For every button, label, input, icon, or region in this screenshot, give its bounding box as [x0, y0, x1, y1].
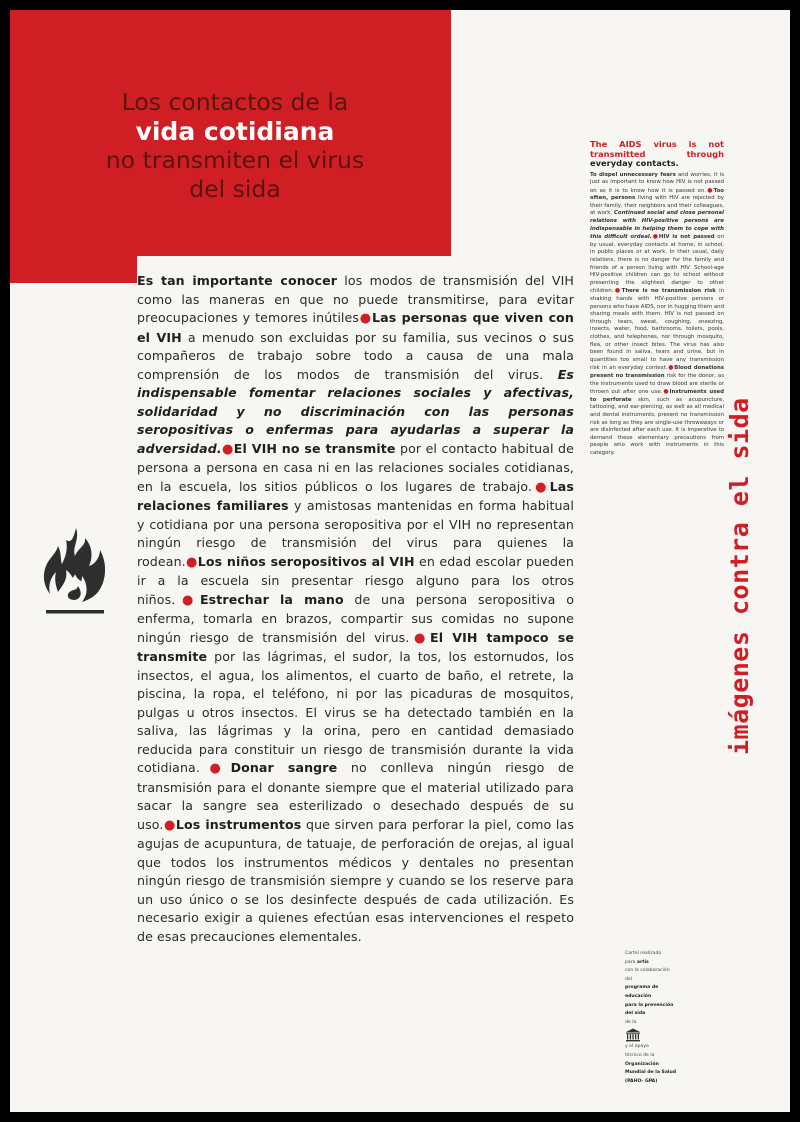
text-run: en edad escolar pueden ir a la escuela sin presentar riesgo alguno para los otros niños.	[137, 553, 574, 607]
bullet-dot: ●	[667, 364, 675, 372]
text-run: y amistosas mantenidas en forma habitual y cotidiana por una persona seropositiva por el VIH no representan ningún riesgo de transmisión del virus para quienes la rodean.	[137, 498, 574, 569]
text-run: no conlleva ningún riesgo de transmisión para el donante siempre que el material utilizado para sacar la sangre sea esterilizado o desechado después de su uso.	[137, 760, 574, 832]
text-run: in shaking hands with HIV-positive persons or persons who have AIDS, nor in hugging them and sharing meals with them. HIV is not passed on through tears, sweat, coughing, sneezing, insects, water, food, bathrooms, toilets, pools, clothes, and telephones, nor through mosquito, flea, or other insect bites. The virus has also been found in saliva, tears and urine, but in quantities too small to have any transmission risk in an everyday context.	[590, 288, 725, 372]
text-run: and worries, it is just as important to know how HIV is not passed on as it is to know how it is passed on.	[590, 171, 725, 194]
side-heading-red: The AIDS virus is not transmitted through	[590, 139, 724, 159]
bold-phrase: Los instrumentos	[175, 816, 302, 832]
credits-line: educación	[625, 993, 652, 999]
bullet-dot: ●	[221, 441, 234, 457]
bullet-dot: ●	[409, 630, 431, 646]
headline-line-4: del sida	[189, 175, 281, 203]
bullet-dot: ●	[199, 761, 231, 776]
text-run: por las lágrimas, el sudor, la tos, los estornudos, los insectos, el agua, los alimentos, el cuarto de baño, el retrete, la piscina, la ropa, el teléfono, ni por las picaduras de mosquitos, pulgas u otros insectos. El virus se ha detectado también en la saliva, las lágrimas y la orina, pero en cantidad demasiado reducida para constituir un riesgo de transmisión durante la vida cotidiana.	[137, 649, 574, 775]
unesco-temple-icon	[625, 1028, 641, 1042]
credits-artis: artis	[636, 959, 649, 965]
text-run: por el contacto habitual de persona a persona en casa ni en las relaciones sociales cotidianas, en la escuela, los sitios públicos o los lugares de trabajo.	[137, 440, 575, 494]
bullet-dot: ●	[175, 592, 200, 608]
text-run: a menudo son excluidas por su familia, sus vecinos o sus compañeros de trabajo sobre todo a causa de una mala comprensión de los modos de transmisión del virus.	[137, 329, 574, 382]
vertical-title: imágenes contra el sida	[725, 397, 754, 755]
bold-phrase: Donar sangre	[230, 760, 338, 775]
text-run: risk for the donor, as the instruments used to draw blood are sterile or thrown out after one use.	[590, 372, 725, 396]
text-run: skin, such as acupuncture, tattooing, and ear-piercing, as well as all medical and dental instruments, present no transmission risk as long as they are single-use throwaways or are disinfected after each use. It is imperative to demand these elementary precautions from people who work with instruments in this category.	[590, 396, 724, 456]
side-heading-dark: everyday contacts.	[590, 158, 679, 168]
credits-line: Cartel realizado	[625, 951, 662, 956]
text-run: de una persona seropositiva o enferma, tomarla en brazos, compartir sus comidas no supone ningún riesgo de transmisión del virus.	[137, 591, 574, 645]
bold-phrase: El VIH no se transmite	[233, 440, 396, 456]
bullet-dot: ●	[651, 233, 659, 241]
text-run: los modos de transmisión del VIH como las maneras en que no puede transmitirse, para evitar preocupaciones y temores inútiles	[137, 273, 574, 325]
bold-phrase: There is no transmission risk	[621, 288, 716, 295]
bold-phrase: Las personas que viven con el VIH	[137, 310, 574, 345]
flame-icon	[42, 526, 108, 616]
headline	[70, 88, 400, 204]
bold-phrase: HIV is not passed	[658, 234, 715, 241]
bold-phrase: Las relaciones familiares	[137, 478, 574, 513]
side-body-text	[590, 172, 724, 458]
credits-line: del sida	[625, 1011, 646, 1017]
poster	[10, 10, 790, 1112]
headline-line-2: vida cotidiana	[135, 117, 335, 146]
credits-line: para la prevención	[625, 1002, 674, 1008]
credits-line: y el apoyo	[625, 1044, 649, 1050]
text-run: on by usual, everyday contacts at home, in school, in public places or at work. In their usual, daily relations, there is no danger for the family and friends of a person living with HIV. School-age HIV-positive children can go to school without presenting the slightest danger to other children.	[590, 234, 724, 295]
emphasis-text: Continued social and close personal relations with HIV-positive persons are indispensable in helping them to cope with this difficult ordeal.	[590, 210, 724, 241]
credits-line: con la colaboración	[625, 968, 670, 974]
bold-phrase: Blood donations present no transmission	[590, 365, 724, 379]
bullet-dot: ●	[532, 479, 550, 495]
credits-text: para	[625, 959, 637, 965]
credits-line: técnico de la	[625, 1052, 655, 1058]
bullet-dot: ●	[163, 817, 176, 833]
text-run: que sirven para perforar la piel, como las agujas de acupuntura, de tatuaje, de perforación de orejas, al igual que todos los instrumentos médicos y dentales no presentan ningún riesgo de transmisión siempre y cuando se los reserve para un uso único o se los desinfecte después de cada utilización. Es necesario exigir a quienes efectúan esas intervenciones el respeto de esas precauciones elementales.	[137, 816, 574, 944]
bullet-dot: ●	[706, 186, 714, 194]
side-column-english	[590, 140, 724, 457]
credits-line: programa de	[625, 985, 659, 991]
main-body-text	[137, 272, 574, 946]
emphasis-text: Es indispensable fomentar relaciones sociales y afectivas, solidaridad y no discriminación con las personas seropositivas o enfermas para ayudarlas a superar la adversidad.	[137, 366, 574, 456]
bullet-dot: ●	[662, 388, 670, 396]
bold-phrase: Los niños seropositivos al VIH	[197, 553, 415, 569]
bold-phrase: Es tan importante conocer	[137, 273, 338, 288]
bold-phrase: Too often, persons	[590, 187, 724, 202]
bold-phrase: To dispel unnecessary fears	[590, 171, 676, 178]
side-heading	[590, 140, 724, 169]
credits-block	[625, 950, 715, 1086]
bold-phrase: El VIH tampoco se transmite	[137, 629, 574, 664]
credits-line: del	[625, 976, 633, 982]
bold-phrase: Estrechar la mano	[199, 591, 344, 607]
credits-line: Mundial de la Salud	[625, 1070, 677, 1076]
headline-line-3: no transmiten el virus	[105, 146, 365, 174]
bullet-dot: ●	[359, 311, 373, 326]
credits-line: de la	[625, 1019, 637, 1025]
bullet-dot: ●	[613, 287, 622, 295]
bold-phrase: Instruments used to perforate	[590, 389, 724, 403]
credits-line: (PAHO- GPA)	[625, 1078, 658, 1084]
headline-line-1: Los contactos de la	[121, 88, 349, 116]
credits-line: Organización	[625, 1061, 659, 1067]
bullet-dot: ●	[185, 554, 198, 570]
credits-line	[625, 959, 715, 968]
text-run: living with HIV are rejected by their family, their neighbors and their colleagues, at work.	[590, 195, 724, 217]
